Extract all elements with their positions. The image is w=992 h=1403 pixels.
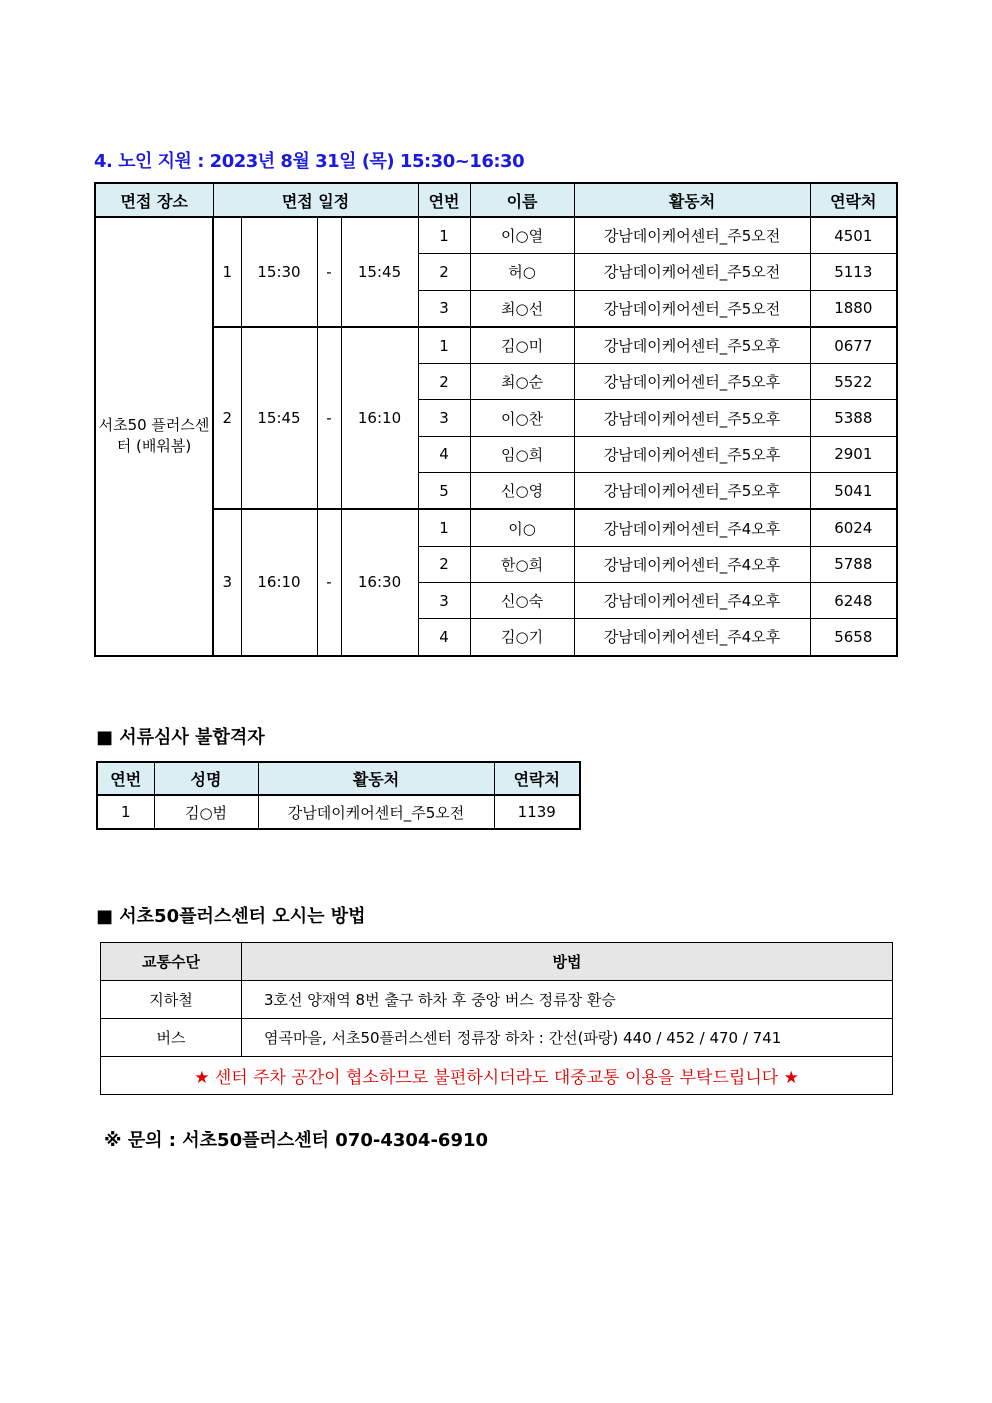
interview-place: 서초50 플러스센터 (배워봄) <box>95 217 213 656</box>
slot-separator: - <box>317 217 341 327</box>
header-name: 이름 <box>470 183 574 217</box>
slot-end-time: 16:10 <box>341 327 418 509</box>
row-org: 강남데이케어센터_주4오후 <box>574 582 810 618</box>
row-phone: 5788 <box>810 546 897 582</box>
row-no: 4 <box>418 619 470 656</box>
row-phone: 6024 <box>810 509 897 546</box>
row-no: 1 <box>418 217 470 254</box>
row-no: 2 <box>418 546 470 582</box>
row-phone: 4501 <box>810 217 897 254</box>
section-title: 4. 노인 지원 : 2023년 8월 31일 (목) 15:30~16:30 <box>94 151 525 172</box>
row-org: 강남데이케어센터_주5오전 <box>574 290 810 327</box>
row-no: 1 <box>418 327 470 364</box>
rejected-heading: ■ 서류심사 불합격자 <box>96 727 265 748</box>
method-cell: 3호선 양재역 8번 출구 하차 후 중앙 버스 정류장 환승 <box>242 981 893 1019</box>
table-row <box>101 1019 893 1057</box>
row-org: 강남데이케어센터_주5오후 <box>574 400 810 436</box>
table-row <box>101 981 893 1019</box>
row-org: 강남데이케어센터_주5오전 <box>574 217 810 254</box>
row-name: 이○열 <box>470 217 574 254</box>
row-name: 이○찬 <box>470 400 574 436</box>
row-name: 김○미 <box>470 327 574 364</box>
row-name: 최○선 <box>470 290 574 327</box>
row-no: 2 <box>418 364 470 400</box>
row-name: 임○희 <box>470 436 574 472</box>
row-no: 3 <box>418 290 470 327</box>
header-place: 면접 장소 <box>95 183 213 217</box>
row-org: 강남데이케어센터_주4오후 <box>574 619 810 656</box>
slot-start-time: 16:10 <box>241 509 317 655</box>
row-no: 1 <box>97 795 154 829</box>
header-no: 연번 <box>418 183 470 217</box>
row-org: 강남데이케어센터_주5오전 <box>574 254 810 290</box>
slot-end-time: 16:30 <box>341 509 418 655</box>
row-no: 3 <box>418 400 470 436</box>
slot-separator: - <box>317 509 341 655</box>
row-name: 한○희 <box>470 546 574 582</box>
directions-table <box>100 942 893 1095</box>
row-phone: 1139 <box>494 795 580 829</box>
header-phone: 연락처 <box>810 183 897 217</box>
header-no: 연번 <box>97 762 154 795</box>
header-org: 활동처 <box>258 762 494 795</box>
header-method: 방법 <box>242 943 893 981</box>
row-no: 1 <box>418 509 470 546</box>
row-name: 허○ <box>470 254 574 290</box>
row-phone: 5388 <box>810 400 897 436</box>
slot-number: 1 <box>213 217 241 327</box>
row-phone: 1880 <box>810 290 897 327</box>
row-name: 김○범 <box>154 795 258 829</box>
mode-cell: 지하철 <box>101 981 242 1019</box>
contact-info: ※ 문의 : 서초50플러스센터 070-4304-6910 <box>104 1130 489 1151</box>
slot-number: 3 <box>213 509 241 655</box>
row-org: 강남데이케어센터_주5오후 <box>574 473 810 510</box>
table-row <box>95 217 897 254</box>
slot-separator: - <box>317 327 341 509</box>
slot-end-time: 15:45 <box>341 217 418 327</box>
method-cell: 염곡마을, 서초50플러스센터 정류장 하차 : 간선(파랑) 440 / 452 / 470 / 741 <box>242 1019 893 1057</box>
row-phone: 6248 <box>810 582 897 618</box>
rejected-table <box>96 761 581 830</box>
row-no: 4 <box>418 436 470 472</box>
row-no: 3 <box>418 582 470 618</box>
row-org: 강남데이케어센터_주4오후 <box>574 509 810 546</box>
row-no: 5 <box>418 473 470 510</box>
row-org: 강남데이케어센터_주4오후 <box>574 546 810 582</box>
header-mode: 교통수단 <box>101 943 242 981</box>
row-phone: 5522 <box>810 364 897 400</box>
table-row <box>95 509 897 546</box>
header-schedule: 면접 일정 <box>213 183 418 217</box>
row-name: 신○숙 <box>470 582 574 618</box>
slot-number: 2 <box>213 327 241 509</box>
table-row <box>95 327 897 364</box>
row-phone: 5041 <box>810 473 897 510</box>
header-name: 성명 <box>154 762 258 795</box>
row-name: 최○순 <box>470 364 574 400</box>
slot-start-time: 15:30 <box>241 217 317 327</box>
row-no: 2 <box>418 254 470 290</box>
slot-start-time: 15:45 <box>241 327 317 509</box>
row-phone: 5113 <box>810 254 897 290</box>
mode-cell: 버스 <box>101 1019 242 1057</box>
table-row <box>97 795 580 829</box>
row-name: 신○영 <box>470 473 574 510</box>
row-org: 강남데이케어센터_주5오후 <box>574 436 810 472</box>
header-org: 활동처 <box>574 183 810 217</box>
row-org: 강남데이케어센터_주5오전 <box>258 795 494 829</box>
row-phone: 0677 <box>810 327 897 364</box>
parking-notice: ★ 센터 주차 공간이 협소하므로 불편하시더라도 대중교통 이용을 부탁드립니다 ★ <box>101 1057 893 1095</box>
row-org: 강남데이케어센터_주5오후 <box>574 364 810 400</box>
header-phone: 연락처 <box>494 762 580 795</box>
row-name: 이○ <box>470 509 574 546</box>
row-phone: 5658 <box>810 619 897 656</box>
directions-heading: ■ 서초50플러스센터 오시는 방법 <box>96 906 366 927</box>
interview-schedule-table <box>94 182 898 657</box>
row-org: 강남데이케어센터_주5오후 <box>574 327 810 364</box>
row-phone: 2901 <box>810 436 897 472</box>
row-name: 김○기 <box>470 619 574 656</box>
